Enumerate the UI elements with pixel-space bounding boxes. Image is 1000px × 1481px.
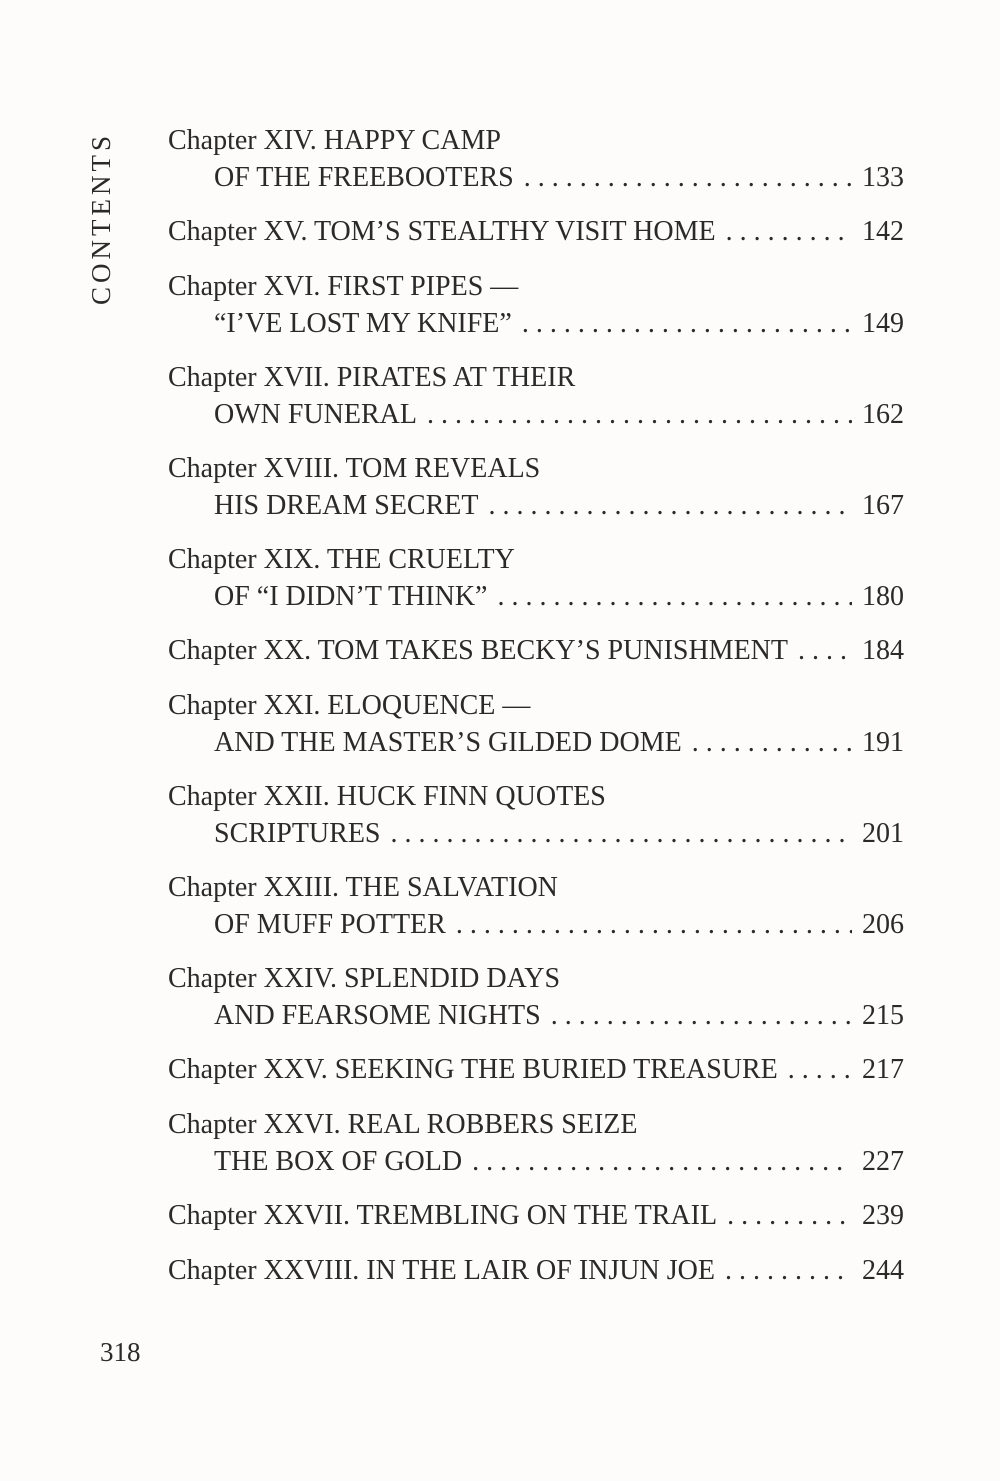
toc-entry-title-line: Chapter XXVI. REAL ROBBERS SEIZE (168, 1109, 638, 1140)
toc-entry (168, 869, 904, 943)
toc-entry (168, 450, 904, 524)
toc-entry-page: 191 (862, 727, 904, 758)
toc-entry (168, 1252, 904, 1289)
toc-entry-title-line: Chapter XIV. HAPPY CAMP (168, 125, 501, 156)
toc-entry-page: 184 (862, 635, 904, 666)
toc-entry-page: 162 (862, 399, 904, 430)
running-header-contents: CONTENTS (86, 132, 116, 305)
toc-entry-title-continuation: THE BOX OF GOLD (214, 1146, 463, 1177)
toc-entry-title-continuation: SCRIPTURES (214, 818, 381, 849)
dot-leader (456, 906, 852, 943)
toc-entry-page: 239 (862, 1200, 904, 1231)
toc-entry-title-continuation: AND FEARSOME NIGHTS (214, 1000, 541, 1031)
toc-entry-title-line: Chapter XVI. FIRST PIPES — (168, 271, 519, 302)
toc-entry-title-line: Chapter XVIII. TOM REVEALS (168, 453, 541, 484)
toc-entry-title-line: Chapter XX. TOM TAKES BECKY’S PUNISHMENT (168, 635, 789, 666)
toc-entry-title-continuation: OF THE FREEBOOTERS (214, 162, 514, 193)
toc-entry-page: 133 (862, 162, 904, 193)
toc-entry-title-line: Chapter XXIV. SPLENDID DAYS (168, 963, 561, 994)
toc-entry (168, 632, 904, 669)
toc-entry-title-line: Chapter XXII. HUCK FINN QUOTES (168, 781, 606, 812)
toc-entry-page: 244 (862, 1255, 904, 1286)
dot-leader (727, 1197, 852, 1234)
toc-entry-page: 142 (862, 216, 904, 247)
dot-leader (472, 1143, 852, 1180)
toc-entry-title-line: Chapter XXI. ELOQUENCE — (168, 690, 531, 721)
toc-entry-title-line: Chapter XXVII. TREMBLING ON THE TRAIL (168, 1200, 718, 1231)
toc-entry-title-line: Chapter XV. TOM’S STEALTHY VISIT HOME (168, 216, 716, 247)
dot-leader (488, 487, 852, 524)
toc-entry-title-continuation: OWN FUNERAL (214, 399, 417, 430)
toc-entry-title-line: Chapter XXVIII. IN THE LAIR OF INJUN JOE (168, 1255, 715, 1286)
toc-entry-title-line: Chapter XXV. SEEKING THE BURIED TREASURE (168, 1054, 778, 1085)
toc-entry (168, 1106, 904, 1180)
toc-entry (168, 687, 904, 761)
table-of-contents (168, 122, 904, 1307)
dot-leader (726, 213, 852, 250)
toc-entry (168, 359, 904, 433)
dot-leader (692, 724, 852, 761)
dot-leader (798, 632, 852, 669)
toc-entry-title-line: Chapter XVII. PIRATES AT THEIR (168, 362, 576, 393)
toc-entry (168, 541, 904, 615)
dot-leader (391, 815, 853, 852)
toc-entry-page: 149 (862, 308, 904, 339)
toc-entry (168, 268, 904, 342)
toc-entry-title-continuation: AND THE MASTER’S GILDED DOME (214, 727, 682, 758)
toc-entry-page: 201 (862, 818, 904, 849)
toc-entry (168, 960, 904, 1034)
toc-entry-page: 167 (862, 490, 904, 521)
toc-entry-page: 206 (862, 909, 904, 940)
toc-entry (168, 1197, 904, 1234)
toc-entry (168, 213, 904, 250)
dot-leader (788, 1051, 852, 1088)
toc-entry-title-line: Chapter XIX. THE CRUELTY (168, 544, 515, 575)
dot-leader (427, 396, 852, 433)
toc-entry-page: 180 (862, 581, 904, 612)
dot-leader (497, 578, 852, 615)
toc-entry (168, 778, 904, 852)
toc-entry-page: 217 (862, 1054, 904, 1085)
toc-entry-title-continuation: OF MUFF POTTER (214, 909, 446, 940)
dot-leader (551, 997, 852, 1034)
page-number: 318 (100, 1337, 141, 1367)
toc-entry-page: 215 (862, 1000, 904, 1031)
toc-entry-page: 227 (862, 1146, 904, 1177)
dot-leader (522, 305, 852, 342)
toc-entry (168, 122, 904, 196)
dot-leader (725, 1252, 852, 1289)
toc-entry-title-continuation: OF “I DIDN’T THINK” (214, 581, 488, 612)
toc-entry (168, 1051, 904, 1088)
toc-entry-title-line: Chapter XXIII. THE SALVATION (168, 872, 558, 903)
dot-leader (524, 159, 852, 196)
toc-entry-title-continuation: “I’VE LOST MY KNIFE” (214, 308, 512, 339)
toc-entry-title-continuation: HIS DREAM SECRET (214, 490, 479, 521)
